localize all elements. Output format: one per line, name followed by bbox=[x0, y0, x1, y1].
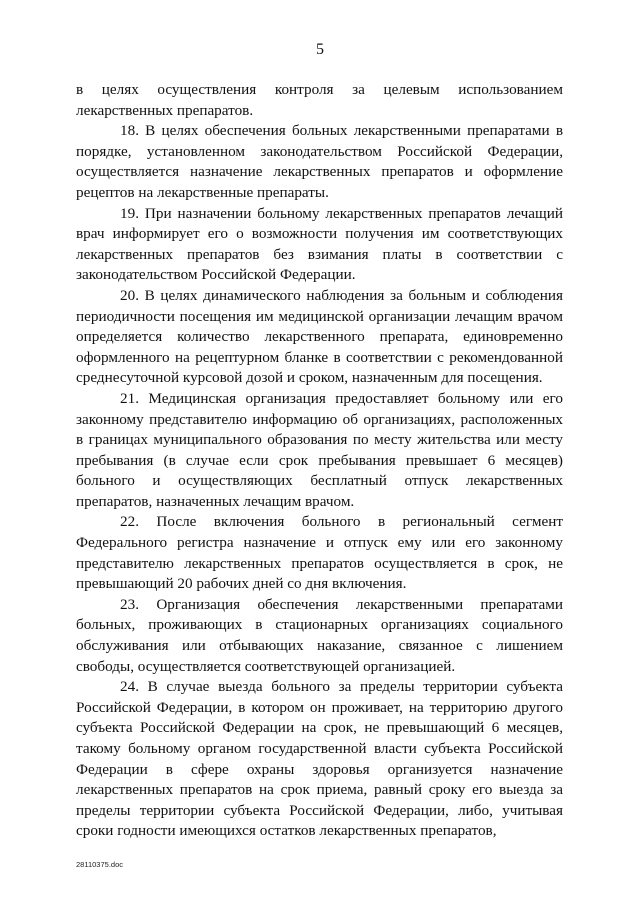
paragraph-21: 21. Медицинская организация предоставляет больному или его законному представителю информацию об организациях, расположенных в границах муниципального образования по месту жительства или месту пребывания (в случае если срок пребывания превышает 6 месяцев) больного и осуществляющих бесплатный отпуск лекарственных препаратов, назначенных лечащим врачом. bbox=[76, 389, 563, 510]
paragraph-18: 18. В целях обеспечения больных лекарственными препаратами в порядке, установленном законодательством Российской Федерации, осуществляется назначение лекарственных препаратов и оформление рецептов на лекарственные препараты. bbox=[76, 122, 563, 201]
page-number: 5 bbox=[316, 41, 324, 58]
paragraph-23: 23. Организация обеспечения лекарственными препаратами больных, проживающих в стационарных организациях социального обслуживания или отбывающих наказание, связанное с лишением свободы, осуществляется соответствующей организацией. bbox=[76, 595, 563, 675]
paragraph-20: 20. В целях динамического наблюдения за больным и соблюдения периодичности посещения им медицинской организации лечащим врачом определяется количество лекарственного препарата, единовременно оформленного на рецептурном бланке в соответствии с рекомендованной среднесуточной курсовой дозой и сроком, назначенным для посещения. bbox=[76, 286, 563, 387]
document-body bbox=[76, 80, 563, 842]
footer-filename: 28110375.doc bbox=[76, 860, 123, 869]
paragraph-continuation: в целях осуществления контроля за целевым использованием лекарственных препаратов. bbox=[76, 81, 563, 119]
paragraph-24: 24. В случае выезда больного за пределы территории субъекта Российской Федерации, в котором он проживает, на территорию другого субъекта Российской Федерации на срок, не превышающий 6 месяцев, такому больному органом государственной власти субъекта Российской Федерации в сфере охраны здоровья организуется назначение лекарственных препаратов на срок приема, равный сроку его выезда за пределы территории субъекта Российской Федерации, либо, учитывая сроки годности имеющихся остатков лекарственных препаратов, bbox=[76, 678, 563, 840]
paragraph-22: 22. После включения больного в региональный сегмент Федерального регистра назначение и отпуск ему или его законному представителю лекарственных препаратов осуществляется в срок, не превышающий 20 рабочих дней со дня включения. bbox=[76, 513, 563, 593]
paragraph-19: 19. При назначении больному лекарственных препаратов лечащий врач информирует его о возможности получения им соответствующих лекарственных препаратов без взимания платы в соответствии с законодательством Российской Федерации. bbox=[76, 204, 563, 284]
